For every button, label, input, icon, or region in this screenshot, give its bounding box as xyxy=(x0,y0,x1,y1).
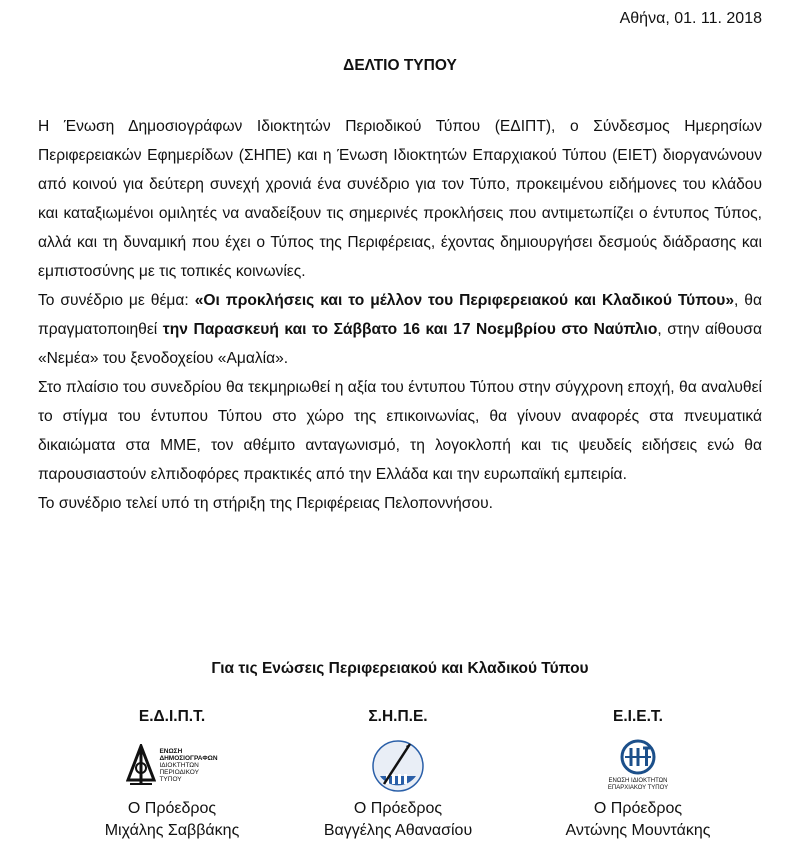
conference-text-1: Το συνέδριο με θέμα: xyxy=(38,292,195,309)
paragraph-support: Το συνέδριο τελεί υπό τη στήριξη της Περιφέρειας Πελοποννήσου. xyxy=(38,495,493,512)
ediipt-emblem-icon xyxy=(126,744,156,786)
signatory-role: Ο Πρόεδρος xyxy=(353,800,443,817)
signatures-heading: Για τις Ενώσεις Περιφερειακού και Κλαδικού Τύπου xyxy=(211,660,589,677)
org-abbreviation: Σ.Η.Π.Ε. xyxy=(368,708,428,725)
eiet-logo xyxy=(518,736,758,794)
conference-dates: την Παρασκευή και το Σάββατο 16 και 17 Νοεμβρίου στο Ναύπλιο xyxy=(162,321,658,338)
shpe-logo xyxy=(278,736,518,794)
ediipt-logo xyxy=(52,736,292,794)
paragraph-intro: Η Ένωση Δημοσιογράφων Ιδιοκτητών Περιοδικού Τύπου (ΕΔΙΠΤ), ο Σύνδεσμος Ημερησίων Περιφερειακών Εφημερίδων (ΣΗΠΕ) και η Ένωση Ιδιοκτητών Επαρχιακού Τύπου (ΕΙΕΤ) διοργανώνουν από κοινού για δεύτερη συνεχή χρονιά ένα συνέδριο για τον Τύπο, προκειμένου ειδήμονες του κλάδου και καταξιωμένοι ομιλητές να αναδείξουν τις σημερινές προκλήσεις που αντιμετωπίζει ο έντυπος Τύπος, αλλά και τη δυναμική που έχει ο Τύπος της Περιφέρειας, έχοντας δημιουργήσει δεσμούς διάδρασης και εμπιστοσύνης με τις τοπικές κοινωνίες. xyxy=(38,118,762,280)
org-abbreviation: Ε.Δ.Ι.Π.Τ. xyxy=(138,708,206,725)
org-abbreviation: Ε.Ι.Ε.Τ. xyxy=(613,708,663,725)
signature-shpe xyxy=(278,708,518,842)
document-date: Αθήνα, 01. 11. 2018 xyxy=(619,10,762,27)
document-title: ΔΕΛΤΙΟ ΤΥΠΟΥ xyxy=(343,57,457,74)
signatory-name: Αντώνης Μουντάκης xyxy=(565,822,711,839)
ediipt-logo-text: ΕΝΩΣΗ ΔΗΜΟΣΙΟΓΡΑΦΩΝ ΙΔΙΟΚΤΗΤΩΝ ΠΕΡΙΟΔΙΚΟΥ ΤΥΠΟΥ xyxy=(159,747,218,783)
signatory-role: Ο Πρόεδρος xyxy=(127,800,217,817)
conference-text-2: , θα πραγματοποιηθεί xyxy=(38,292,762,338)
signatory-name: Βαγγέλης Αθανασίου xyxy=(323,822,473,839)
eiet-emblem-icon xyxy=(619,738,657,776)
shpe-emblem-icon xyxy=(370,736,426,794)
paragraph-topics: Στο πλαίσιο του συνεδρίου θα τεκμηριωθεί η αξία του έντυπου Τύπου στην σύγχρονη εποχή, θα αναλυθεί το στίγμα του έντυπου Τύπου στο χώρο της επικοινωνίας, θα γίνουν αναφορές στα πνευματικά δικαιώματα στα ΜΜΕ, τον αθέμιτο ανταγωνισμό, τη λογοκλοπή και τις ψευδείς ειδήσεις ενώ θα παρουσιαστούν ελπιδοφόρες πρακτικές από την Ελλάδα και την ευρωπαϊκή εμπειρία. xyxy=(38,379,762,483)
signatory-role: Ο Πρόεδρος xyxy=(593,800,683,817)
signature-eiet xyxy=(518,708,758,842)
conference-theme: «Οι προκλήσεις και το μέλλον του Περιφερειακού και Κλαδικού Τύπου» xyxy=(194,292,735,309)
paragraph-conference xyxy=(38,286,762,373)
conference-text-3: , στην αίθουσα «Νεμέα» του ξενοδοχείου «Αμαλία». xyxy=(38,321,762,367)
press-release-body xyxy=(38,112,762,518)
eiet-logo-text: ΕΝΩΣΗ ΙΔΙΟΚΤΗΤΩΝ ΕΠΑΡΧΙΑΚΟΥ ΤΥΠΟΥ xyxy=(607,778,669,791)
signatory-name: Μιχάλης Σαββάκης xyxy=(104,822,240,839)
signature-ediipt xyxy=(52,708,292,842)
